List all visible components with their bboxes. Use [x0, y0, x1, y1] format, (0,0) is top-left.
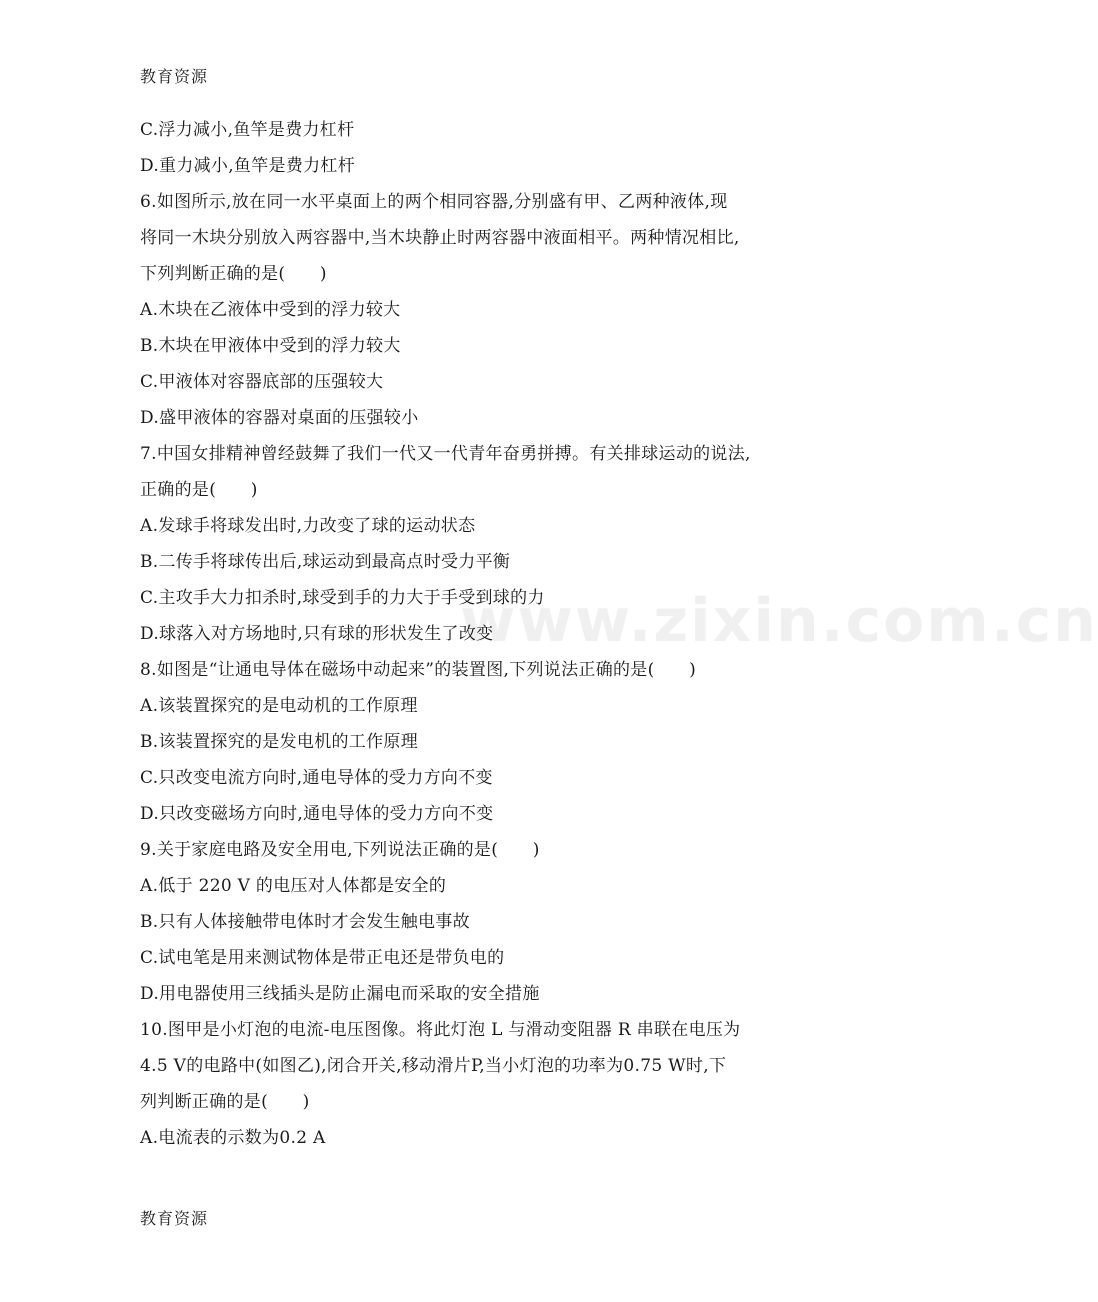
option-d: D.盛甲液体的容器对桌面的压强较小 [140, 408, 419, 428]
option-d: D.用电器使用三线插头是防止漏电而采取的安全措施 [140, 984, 540, 1004]
text-line: 列判断正确的是( ) [140, 1092, 310, 1112]
option-d: D.球落入对方场地时,只有球的形状发生了改变 [140, 624, 494, 644]
option-a: A.电流表的示数为0.2 A [140, 1128, 326, 1148]
option-c: C.主攻手大力扣杀时,球受到手的力大于手受到球的力 [140, 588, 545, 608]
question-8-stem: 8.如图是“让通电导体在磁场中动起来”的装置图,下列说法正确的是( ) [140, 660, 697, 680]
question-7-stem: 7.中国女排精神曾经鼓舞了我们一代又一代青年奋勇拼搏。有关排球运动的说法, [140, 444, 751, 464]
page-header: 教育资源 [140, 67, 209, 86]
option-b: B.二传手将球传出后,球运动到最高点时受力平衡 [140, 552, 511, 572]
text-line: 将同一木块分别放入两容器中,当木块静止时两容器中液面相平。两种情况相比, [140, 228, 740, 248]
option-a: A.发球手将球发出时,力改变了球的运动状态 [140, 516, 476, 536]
option-d: D.只改变磁场方向时,通电导体的受力方向不变 [140, 804, 494, 824]
text-line: 正确的是( ) [140, 480, 258, 500]
text-line: C.浮力减小,鱼竿是费力杠杆 [140, 120, 355, 140]
option-c: C.甲液体对容器底部的压强较大 [140, 372, 384, 392]
option-a: A.低于 220 V 的电压对人体都是安全的 [140, 876, 447, 896]
option-b: B.该装置探究的是发电机的工作原理 [140, 732, 418, 752]
question-6-stem: 6.如图所示,放在同一水平桌面上的两个相同容器,分别盛有甲、乙两种液体,现 [140, 192, 728, 212]
option-c: C.试电笔是用来测试物体是带正电还是带负电的 [140, 948, 505, 968]
question-9-stem: 9.关于家庭电路及安全用电,下列说法正确的是( ) [140, 840, 540, 860]
option-a: A.木块在乙液体中受到的浮力较大 [140, 300, 401, 320]
option-a: A.该装置探究的是电动机的工作原理 [140, 696, 418, 716]
document-body [140, 112, 790, 1156]
option-c: C.只改变电流方向时,通电导体的受力方向不变 [140, 768, 493, 788]
text-line: 下列判断正确的是( ) [140, 264, 327, 284]
option-b: B.只有人体接触带电体时才会发生触电事故 [140, 912, 470, 932]
watermark: www.zixin.com.cn [460, 586, 1098, 656]
text-line: 4.5 V的电路中(如图乙),闭合开关,移动滑片P,当小灯泡的功率为0.75 W时,下 [140, 1056, 727, 1076]
text-line: D.重力减小,鱼竿是费力杠杆 [140, 156, 356, 176]
question-10-stem: 10.图甲是小灯泡的电流-电压图像。将此灯泡 L 与滑动变阻器 R 串联在电压为 [140, 1020, 741, 1040]
page-footer: 教育资源 [140, 1209, 209, 1228]
option-b: B.木块在甲液体中受到的浮力较大 [140, 336, 401, 356]
